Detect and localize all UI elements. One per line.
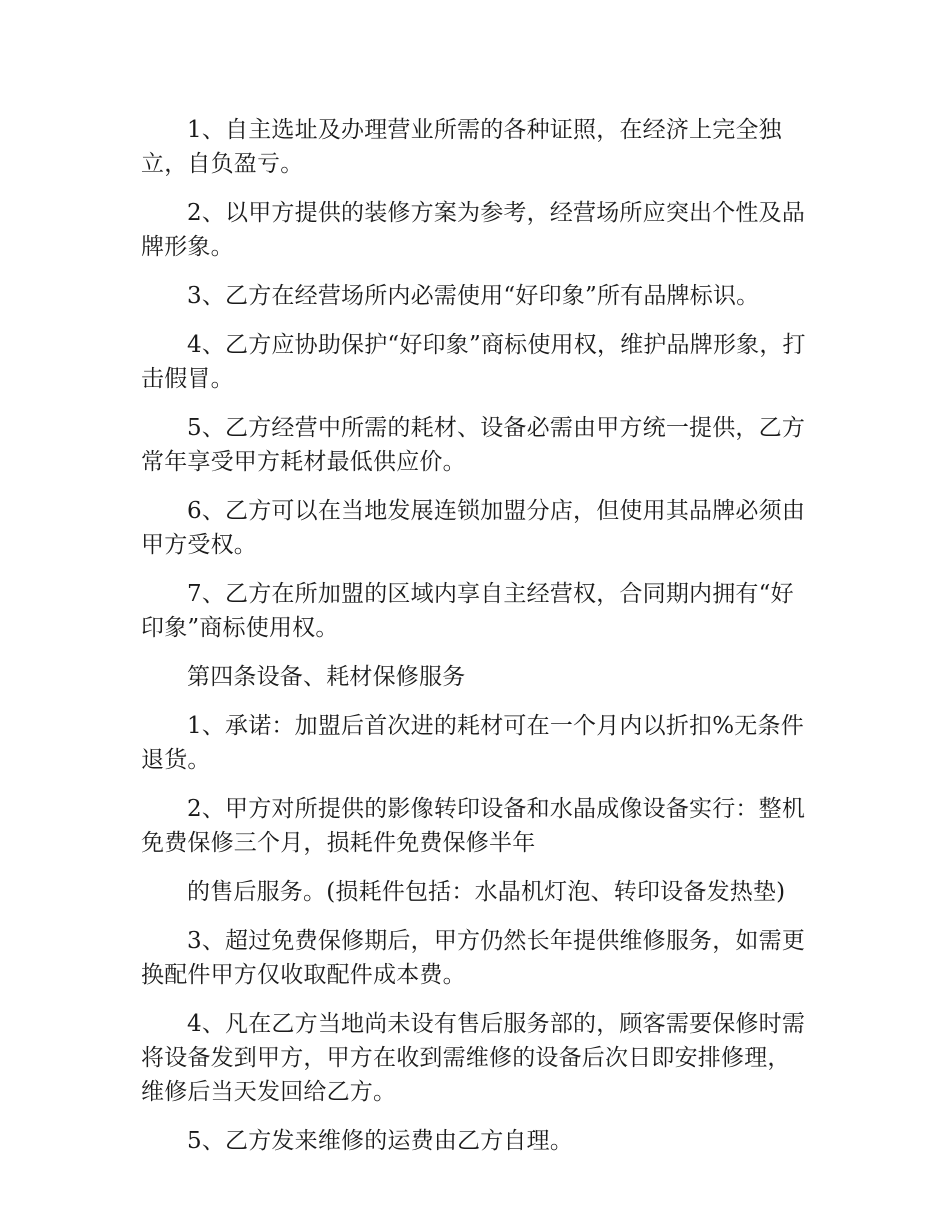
document-body [141, 113, 811, 1173]
paragraph-1: 1、自主选址及办理营业所需的各种证照，在经济上完全独立，自负盈亏。 [141, 117, 782, 177]
paragraph-12: 5、乙方发来维修的运费由乙方自理。 [187, 1128, 574, 1154]
paragraph-7: 7、乙方在所加盟的区域内享自主经营权，合同期内拥有“好印象”商标使用权。 [141, 581, 794, 641]
paragraph-8: 1、承诺：加盟后首次进的耗材可在一个月内以折扣%无条件退货。 [141, 713, 804, 773]
paragraph-11: 4、凡在乙方当地尚未设有售后服务部的，顾客需要保修时需将设备发到甲方，甲方在收到需维修的设备后次日即安排修理，维修后当天发回给乙方。 [141, 1011, 806, 1105]
paragraph-10: 3、超过免费保修期后，甲方仍然长年提供维修服务，如需更换配件甲方仅收取配件成本费。 [141, 928, 806, 988]
paragraph-4: 4、乙方应协助保护“好印象”商标使用权，维护品牌形象，打击假冒。 [141, 332, 806, 392]
paragraph-3: 3、乙方在经营场所内必需使用“好印象”所有品牌标识。 [187, 283, 760, 309]
paragraph-6: 6、乙方可以在当地发展连锁加盟分店，但使用其品牌必须由甲方受权。 [141, 498, 806, 558]
section-heading: 第四条设备、耗材保修服务 [187, 664, 466, 690]
paragraph-2: 2、以甲方提供的装修方案为参考，经营场所应突出个性及品牌形象。 [141, 200, 806, 260]
paragraph-9-continued: 的售后服务。(损耗件包括：水晶机灯泡、转印设备发热垫) [187, 879, 786, 905]
paragraph-5: 5、乙方经营中所需的耗材、设备必需由甲方统一提供，乙方常年享受甲方耗材最低供应价。 [141, 415, 806, 475]
paragraph-9: 2、甲方对所提供的影像转印设备和水晶成像设备实行：整机免费保修三个月，损耗件免费保修半年 [141, 796, 806, 856]
